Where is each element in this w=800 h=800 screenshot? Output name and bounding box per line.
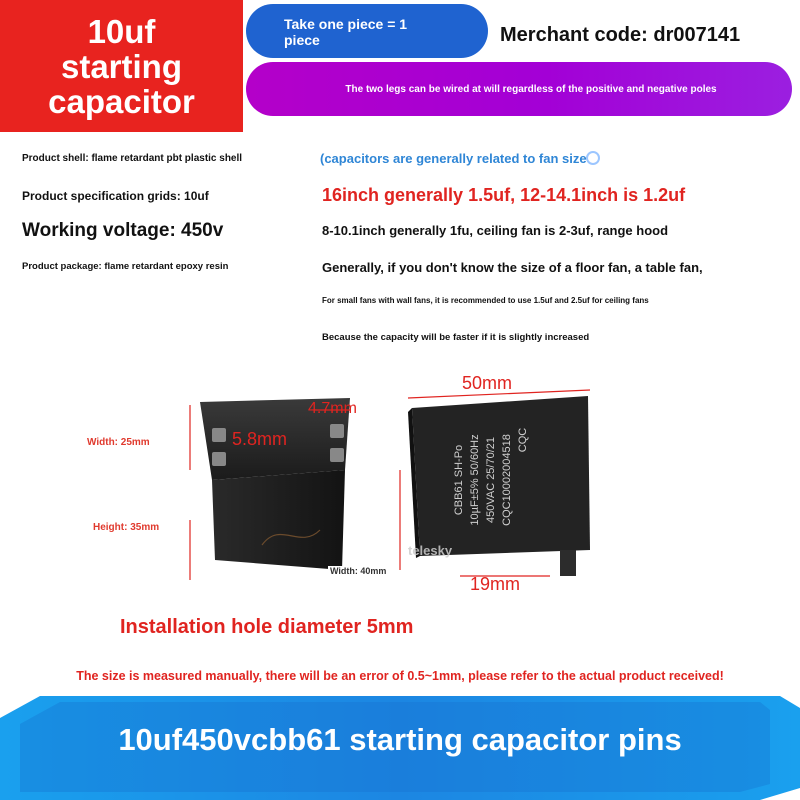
disclaimer: The size is measured manually, there will be an error of 0.5~1mm, please refer to the actual product received! bbox=[76, 669, 724, 683]
title-line-2: starting bbox=[60, 47, 182, 85]
note-floor-fan: Generally, if you don't know the size of a floor fan, a table fan, bbox=[322, 260, 703, 275]
cap-print-logo: CQC bbox=[517, 427, 529, 453]
spec-shell: Product shell: flame retardant pbt plastic shell bbox=[22, 153, 243, 164]
spec-grids: Product specification grids: 10uf bbox=[22, 189, 209, 203]
dim-pin-offset: 19mm bbox=[470, 574, 521, 594]
note-small-fans: For small fans with wall fans, it is recommended to use 1.5uf and 2.5uf for ceiling fans bbox=[322, 296, 649, 305]
ring-icon bbox=[586, 151, 600, 165]
cap-print-line-3: 450VAC 25/70/21 bbox=[485, 436, 497, 524]
merchant-code: Merchant code: dr007141 bbox=[500, 24, 741, 46]
note-capacity: Because the capacity will be faster if it is slightly increased bbox=[322, 332, 590, 343]
quantity-badge-line-1: Take one piece = 1 bbox=[284, 16, 408, 32]
dim-pin-width: 4.7mm bbox=[308, 400, 357, 417]
note-16inch: 16inch generally 1.5uf, 12-14.1inch is 1.2uf bbox=[322, 185, 686, 205]
title-line-3: capacitor bbox=[48, 82, 195, 120]
dim-width-label: Width: 25mm bbox=[87, 437, 150, 448]
banner-title: 10uf450vcbb61 starting capacitor pins bbox=[118, 722, 682, 757]
spec-voltage: Working voltage: 450v bbox=[22, 220, 224, 241]
spec-package: Product package: flame retardant epoxy resin bbox=[22, 261, 229, 272]
dim-depth-label: Width: 40mm bbox=[330, 566, 387, 576]
quantity-badge bbox=[246, 4, 488, 58]
install-hole-note: Installation hole diameter 5mm bbox=[120, 616, 414, 638]
wiring-note-text: The two legs can be wired at will regardless of the positive and negative poles bbox=[345, 83, 717, 95]
capacitor-left bbox=[200, 398, 350, 570]
cap-print-line-2: 10µF±5% 50/60Hz bbox=[469, 434, 481, 526]
dim-pin-gap: 5.8mm bbox=[232, 429, 288, 449]
quantity-badge-line-2: piece bbox=[284, 32, 320, 48]
title-block bbox=[0, 0, 243, 132]
cap-print-line-4: CQC10002004518 bbox=[501, 434, 513, 526]
cap-print-line-1: CBB61 SH-Po bbox=[453, 444, 465, 516]
watermark: telesky bbox=[408, 543, 453, 558]
note-fan-size: (capacitors are generally related to fan size bbox=[320, 151, 600, 166]
note-8inch: 8-10.1inch generally 1fu, ceiling fan is 2-3uf, range hood bbox=[322, 223, 669, 238]
product-photo bbox=[0, 360, 800, 610]
dim-length: 50mm bbox=[462, 373, 513, 393]
wiring-note-badge bbox=[246, 62, 792, 116]
title-line-1: 10uf bbox=[87, 12, 156, 50]
dim-height-label: Height: 35mm bbox=[93, 522, 160, 533]
